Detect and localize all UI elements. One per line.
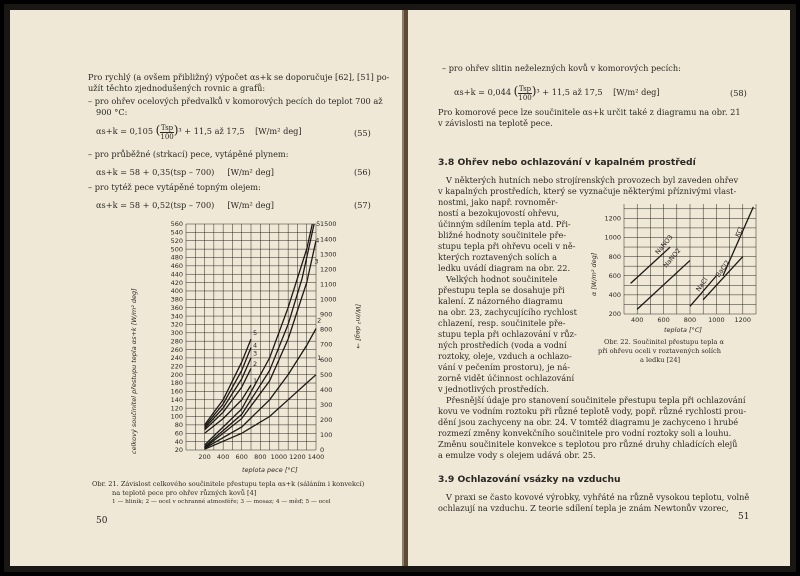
y-tick-label: 280 xyxy=(170,337,183,346)
intro-line-1: Pro rychlý (a ovšem přibližný) výpočet αs+k se doporučuje [62], [51] po- xyxy=(88,72,390,82)
y-tick-label: 600 xyxy=(608,271,621,280)
x-tick-label: 1000 xyxy=(270,453,288,461)
curve-label-lower: 3 xyxy=(253,349,258,358)
y-tick-label: 80 xyxy=(174,421,183,430)
y-right-tick-label: 300 xyxy=(320,401,333,409)
para-line: na obr. 23, zachycujícího rychlost xyxy=(438,307,577,317)
para-line: zorně vidět účinnost ochlazování xyxy=(438,373,575,383)
y-tick-label: 360 xyxy=(170,303,183,312)
y-right-tick-label: 900 xyxy=(320,310,333,319)
y-tick-label: 420 xyxy=(170,278,183,287)
equation-57 xyxy=(96,200,274,210)
figure-22-caption-line-1: Obr. 22. Součinitel přestupu tepla α xyxy=(604,338,724,346)
y-tick-label: 200 xyxy=(608,310,621,319)
curve-label-lower: 2 xyxy=(253,360,258,369)
y-tick-label: 340 xyxy=(170,312,183,321)
y-tick-label: 380 xyxy=(170,295,183,304)
y-tick-label: 20 xyxy=(174,446,183,455)
x-tick-label: 1200 xyxy=(289,453,306,461)
para-line: Přesnější údaje pro stanovení součinitele přestupu tepla při ochlazování xyxy=(446,395,746,405)
eq58-lhs: αs+k = 0,044 xyxy=(454,87,512,97)
chart21-grid xyxy=(186,224,319,450)
y-tick-label: 1200 xyxy=(604,214,621,223)
eq58-number: (58) xyxy=(730,88,747,98)
section-3-9-heading: 3.9 Ochlazování vsázky na vzduchu xyxy=(438,474,621,485)
y-tick-label: 800 xyxy=(608,252,621,261)
bullet-1-line-1: – pro ohřev ocelových předvalků v komorových pecích do teplot 700 až xyxy=(88,96,383,106)
curve-label: 4 xyxy=(315,236,320,245)
y-right-tick-label: 1100 xyxy=(320,280,337,289)
left-page xyxy=(10,10,404,566)
para-line: v kapalných prostředích, který se vyznačuje některými příznivými vlast- xyxy=(438,186,737,196)
para-line: Změnu součinitele konvekce s teplotou pro různé druhy chladících elejů xyxy=(438,439,738,449)
equation-58: αs+k = 0,044 ( $\frac{\text{Tsp}}{100}$ )³ + 11,5 až 17,5 [W/m² deg] xyxy=(454,84,660,102)
x-tick-label: 600 xyxy=(657,316,670,324)
y-right-tick-label: 800 xyxy=(320,325,333,334)
y-tick-label: 240 xyxy=(170,354,183,363)
eq57-lhs: αs+k = 58 + 0,52(tsp – 700) xyxy=(96,200,215,210)
eq55-unit: [W/m² deg] xyxy=(255,126,302,136)
y-tick-label: 200 xyxy=(170,370,183,379)
eq55-lhs: αs+k = 0,105 xyxy=(96,126,154,136)
y-tick-label: 560 xyxy=(170,220,183,229)
y-right-tick-label: 0 xyxy=(320,446,325,455)
curve-label: 1 xyxy=(317,353,322,362)
figure-22-chart xyxy=(584,196,764,336)
y-tick-label: 100 xyxy=(170,412,183,421)
page-number-left: 50 xyxy=(96,516,108,526)
y-tick-label: 220 xyxy=(170,362,183,371)
y-right-tick-label: 1300 xyxy=(320,250,337,259)
para-line: stupu tepla při ohřevu oceli v ně- xyxy=(438,241,576,251)
curve-label: 3 xyxy=(314,257,319,266)
equation-55: αs+k = 0,105 ( $\frac{\text{Tsp}}{100}$ )³ + 11,5 až 17,5 [W/m² deg] xyxy=(96,123,302,141)
series-label: NaNO2 xyxy=(661,246,683,270)
x-tick-label: 400 xyxy=(630,316,644,324)
bullet-2: – pro průběžné (strkací) pece, vytápěné plynem: xyxy=(88,149,289,159)
para-line: bližné hodnoty součinitele pře- xyxy=(438,230,567,240)
y-tick-label: 540 xyxy=(170,228,183,237)
y-right-tick-label: 600 xyxy=(320,355,333,364)
x-tick-label: 1400 xyxy=(307,453,325,461)
y-tick-label: 180 xyxy=(170,379,183,388)
y-tick-label: 120 xyxy=(170,404,183,413)
curve-label-lower: 4 xyxy=(253,341,258,350)
x-tick-label: 800 xyxy=(254,453,267,461)
eq58-numerator: Tsp xyxy=(518,84,532,93)
chart22-y-label: α [W/m² deg] xyxy=(590,252,598,296)
y-right-tick-label: 200 xyxy=(320,416,333,425)
chart22-grid xyxy=(624,204,756,314)
y-tick-label: 140 xyxy=(170,395,183,404)
para-line: chlazení, resp. součinitele pře- xyxy=(438,318,566,328)
y-tick-label: 480 xyxy=(170,253,183,262)
chart21-x-label: teplota pece [°C] xyxy=(242,466,298,474)
eq58-rhs: ³ + 11,5 až 17,5 xyxy=(536,87,603,97)
right-line-2: Pro komorové pece lze součinitele αs+k určit také z diagramu na obr. 21 xyxy=(438,107,741,117)
y-tick-label: 500 xyxy=(170,245,183,254)
section-3-8-heading: 3.8 Ohřev nebo ochlazování v kapalném prostředí xyxy=(438,157,696,168)
x-tick-label: 1000 xyxy=(708,316,725,324)
para-line: vání v pečením prostoru), je ná- xyxy=(438,362,571,372)
y-tick-label: 520 xyxy=(170,236,183,245)
curve-label-lower: 1 xyxy=(253,376,258,385)
eq57-number: (57) xyxy=(354,200,371,210)
y-right-tick-label: 1500 xyxy=(320,220,337,229)
para-line: ností a bezokujovostí ohřevu, xyxy=(438,208,560,218)
y-tick-label: 1000 xyxy=(604,233,621,242)
bullet-1-line-2: 900 °C: xyxy=(96,107,128,117)
y-tick-label: 460 xyxy=(170,262,183,271)
series-label: NaCl xyxy=(694,276,710,294)
figure-21-chart xyxy=(120,214,370,476)
para-line: kalení. Z názorného diagramu xyxy=(438,296,563,306)
y-tick-label: 60 xyxy=(174,429,183,438)
chart21-y-label: celkový součinitel přestupu tepla αs+k [W/m² deg] xyxy=(130,288,138,454)
para-line: v jednotlivých prostředích. xyxy=(438,384,549,394)
x-tick-label: 600 xyxy=(235,453,248,461)
equation-56 xyxy=(96,167,274,177)
y-right-tick-label: 100 xyxy=(320,431,333,440)
para-line: kterých roztavených solích a xyxy=(438,252,557,262)
eq55-denominator: 100 xyxy=(160,132,174,141)
y-tick-label: 400 xyxy=(608,291,621,300)
chart22-ticks xyxy=(604,215,751,324)
y-tick-label: 440 xyxy=(170,270,183,279)
para-line: účinným sdílením tepla atd. Při- xyxy=(438,219,571,229)
figure-21-caption-line-1: Obr. 21. Závislost celkového součinitele přestupu tepla αs+k (sáláním i konvekcí) xyxy=(92,480,365,488)
x-tick-label: 200 xyxy=(198,453,211,461)
curve-label-lower: 5 xyxy=(253,328,258,337)
series-label: BaCl2 xyxy=(714,258,732,279)
para-line: nostmi, jako např. rovnoměr- xyxy=(438,197,558,207)
right-line-1: – pro ohřev slitin neželezných kovů v komorových pecích: xyxy=(442,63,681,73)
para-line: stupu tepla při ochlazování v růz- xyxy=(438,329,577,339)
y-tick-label: 400 xyxy=(170,287,183,296)
y-tick-label: 160 xyxy=(170,387,183,396)
para-line: kovu ve vodním roztoku při různé teplotě vody, popř. různé rychlosti prou- xyxy=(438,406,747,416)
para-line: přestupu tepla se dosahuje při xyxy=(438,285,565,295)
right-page xyxy=(408,10,790,566)
para-line: ledku uvádí diagram na obr. 22. xyxy=(438,263,571,273)
y-tick-label: 320 xyxy=(170,320,183,329)
y-tick-label: 260 xyxy=(170,345,183,354)
para-line: ných prostředích (voda a vodní xyxy=(438,340,567,350)
eq58-denominator: 100 xyxy=(518,93,532,102)
para-line: dění jsou zachyceny na obr. 24. V tomtéž diagramu je zachyceno i hrubé xyxy=(438,417,739,427)
x-tick-label: 800 xyxy=(683,316,697,324)
para-line: V praxi se často kovové výrobky, vyhřáté na různě vysokou teplotu, volně xyxy=(446,492,750,502)
series-label: NaNO3 xyxy=(653,233,675,256)
page-number-right: 51 xyxy=(738,512,750,522)
y-right-tick-label: 400 xyxy=(320,385,333,394)
figure-21-caption-line-3: 1 — hliník; 2 — ocel v ochranné atmosféře; 3 — mosaz; 4 — měď; 5 — ocel xyxy=(112,499,331,505)
bullet-3: – pro tytéž pece vytápěné topným olejem: xyxy=(88,182,261,192)
chart22-x-label: teplota [°C] xyxy=(664,326,702,334)
curve-label: 5 xyxy=(316,220,321,228)
series-label: KCl xyxy=(733,225,745,239)
eq56-number: (56) xyxy=(354,167,371,177)
eq56-lhs: αs+k = 58 + 0,35(tsp – 700) xyxy=(96,167,215,177)
y-right-tick-label: 1200 xyxy=(320,265,337,274)
eq58-unit: [W/m² deg] xyxy=(613,87,660,97)
right-line-3: v závislosti na teplotě pece. xyxy=(438,118,553,128)
chart22-curves xyxy=(631,207,754,309)
eq55-number: (55) xyxy=(354,128,371,138)
y-right-tick-label: 1400 xyxy=(320,235,337,244)
para-line: Velkých hodnot součinitele xyxy=(446,274,558,284)
curve-label: 2 xyxy=(317,316,322,325)
para-line: roztoky, oleje, vzduch a ochlazo- xyxy=(438,351,572,361)
figure-22-caption-line-3: a ledku [24] xyxy=(640,356,681,364)
y-tick-label: 40 xyxy=(174,437,183,446)
y-right-tick-label: 700 xyxy=(320,340,333,349)
x-tick-label: 1200 xyxy=(734,316,752,324)
eq55-rhs: ³ + 11,5 až 17,5 xyxy=(178,126,245,136)
book-spread xyxy=(4,4,796,572)
x-tick-label: 400 xyxy=(216,453,230,461)
eq55-numerator: Tsp xyxy=(160,123,174,132)
chart21-y-label-right: [W/m² deg] → xyxy=(354,304,362,349)
para-line: a emulze vody s olejem udává obr. 25. xyxy=(438,450,596,460)
para-line: V některých hutních nebo strojírenských provozech byl zaveden ohřev xyxy=(446,175,739,185)
figure-21-caption-line-2: na teplotě pece pro ohřev různých kovů [4] xyxy=(112,489,257,497)
figure-22-caption-line-2: při ohřevu oceli v roztavených solích xyxy=(598,347,721,355)
y-right-tick-label: 1000 xyxy=(320,295,337,304)
eq57-unit: [W/m² deg] xyxy=(227,200,274,210)
para-line: ochlazují na vzduchu. Z teorie sdílení tepla je znám Newtonův vzorec, xyxy=(438,503,729,513)
chart21-curve xyxy=(205,224,313,445)
y-right-tick-label: 500 xyxy=(320,370,333,379)
y-tick-label: 300 xyxy=(170,329,183,338)
para-line: rozmezí změny konvekčního součinitele pro vodní roztoky soli a louhu. xyxy=(438,428,732,438)
intro-line-2: užít těchto zjednodušených rovnic a grafů: xyxy=(88,83,266,93)
eq56-unit: [W/m² deg] xyxy=(227,167,274,177)
chart21-curves xyxy=(205,220,322,449)
